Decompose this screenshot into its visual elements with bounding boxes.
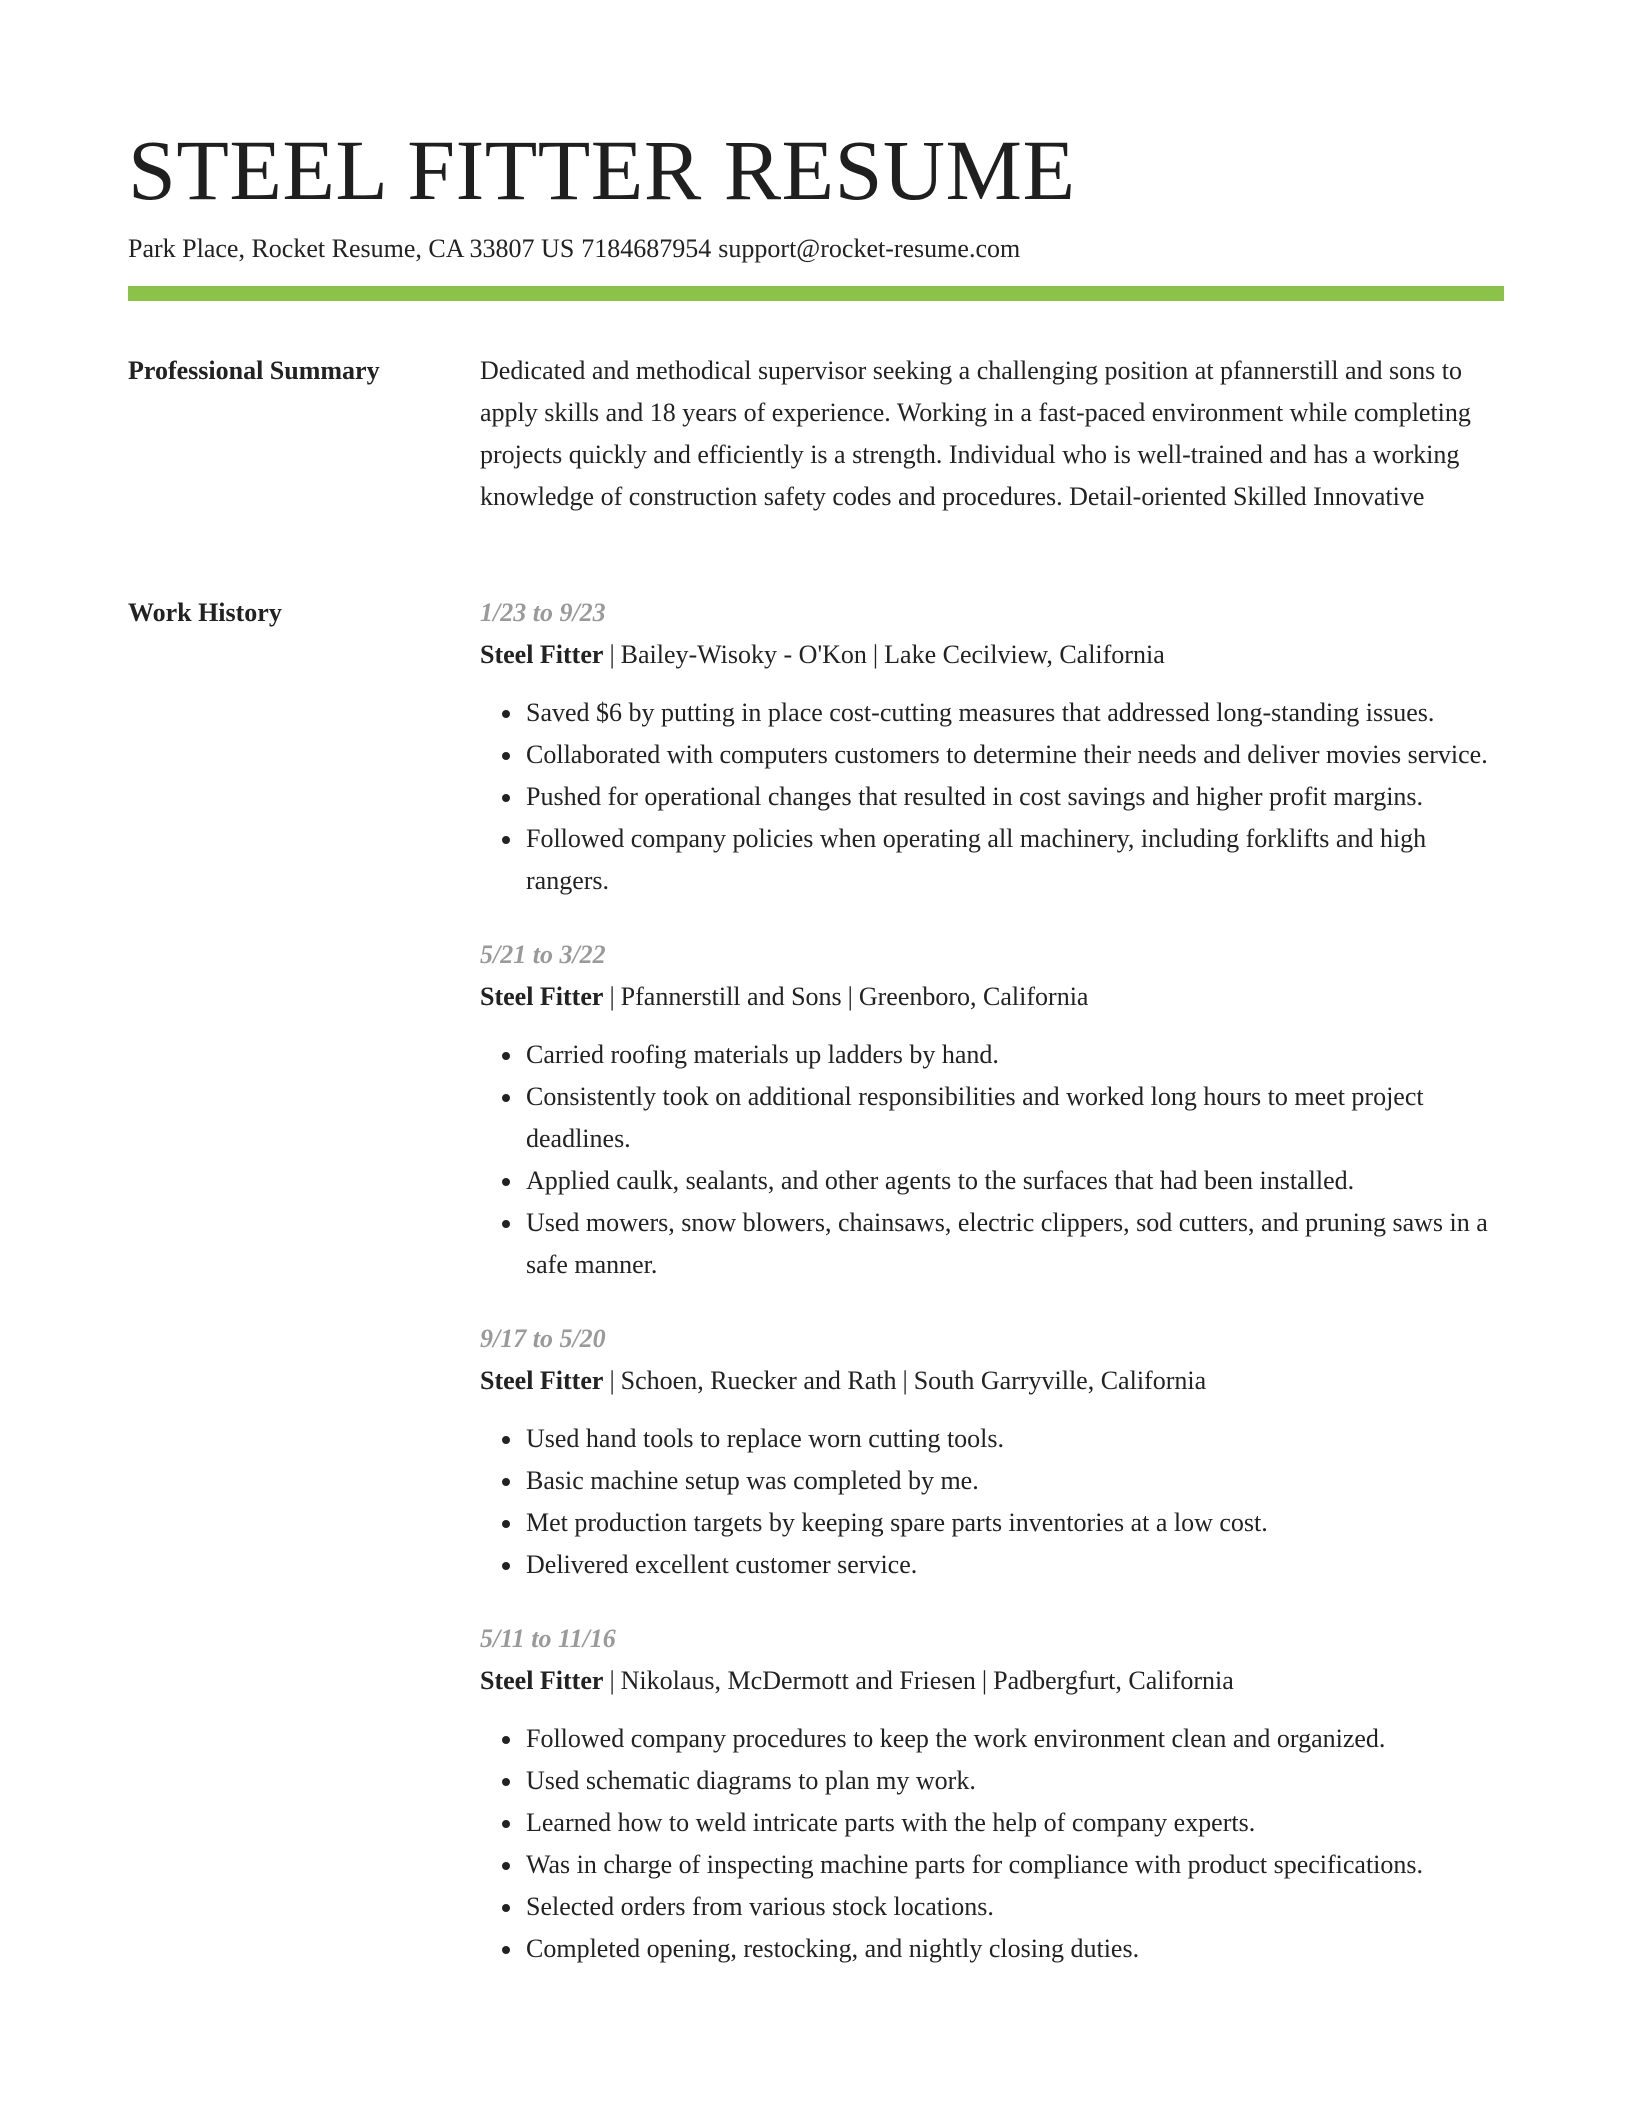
job-company: Nikolaus, McDermott and Friesen bbox=[620, 1666, 976, 1695]
job-dates: 9/17 to 5/20 bbox=[480, 1324, 606, 1353]
resume-title: STEEL FITTER RESUME bbox=[128, 122, 1076, 218]
job-location: Lake Cecilview, California bbox=[884, 640, 1165, 669]
bullet-item: • Basic machine setup was completed by me. bbox=[524, 1460, 1504, 1502]
job-role: Steel Fitter bbox=[480, 982, 604, 1011]
separator: | bbox=[847, 982, 853, 1011]
bullet-item: • Carried roofing materials up ladders by hand. bbox=[524, 1034, 1504, 1076]
bullet-item: • Collaborated with computers customers to determine their needs and deliver movies service. bbox=[524, 734, 1504, 776]
job-entry bbox=[480, 592, 1504, 902]
summary-text: Dedicated and methodical supervisor seeking a challenging position at pfannerstill and sons to apply skills and 18 years of experience. Working in a fast-paced environment while completing projects quickly and efficiently is a strength. Individual who is well-trained and has a working knowledge of construction safety codes and procedures. Detail-oriented Skilled Innovative bbox=[480, 356, 1471, 511]
bullet-item: • Was in charge of inspecting machine parts for compliance with product specifications. bbox=[524, 1844, 1504, 1886]
job-entry bbox=[480, 934, 1504, 1286]
bullet-item: • Followed company policies when operating all machinery, including forklifts and high rangers. bbox=[524, 818, 1504, 902]
job-dates: 5/11 to 11/16 bbox=[480, 1624, 616, 1653]
job-heading bbox=[480, 1360, 1504, 1402]
job-list bbox=[480, 592, 1504, 2002]
job-bullets bbox=[480, 1718, 1504, 1970]
bullet-item: • Learned how to weld intricate parts with the help of company experts. bbox=[524, 1802, 1504, 1844]
job-company: Pfannerstill and Sons bbox=[620, 982, 842, 1011]
job-heading bbox=[480, 976, 1504, 1018]
job-heading bbox=[480, 1660, 1504, 1702]
job-entry bbox=[480, 1618, 1504, 1970]
job-heading bbox=[480, 634, 1504, 676]
header-divider bbox=[128, 286, 1504, 301]
bullet-item: • Followed company procedures to keep the work environment clean and organized. bbox=[524, 1718, 1504, 1760]
job-dates: 1/23 to 9/23 bbox=[480, 598, 606, 627]
bullet-item: • Met production targets by keeping spare parts inventories at a low cost. bbox=[524, 1502, 1504, 1544]
job-company: Bailey-Wisoky - O'Kon bbox=[620, 640, 867, 669]
job-role: Steel Fitter bbox=[480, 640, 604, 669]
separator: | bbox=[609, 982, 615, 1011]
job-company: Schoen, Ruecker and Rath bbox=[620, 1366, 897, 1395]
job-bullets bbox=[480, 1034, 1504, 1286]
contact-phone: 7184687954 bbox=[581, 234, 712, 263]
separator: | bbox=[981, 1666, 988, 1695]
contact-email: support@rocket-resume.com bbox=[718, 234, 1021, 263]
summary-heading: Professional Summary bbox=[128, 356, 380, 385]
job-entry bbox=[480, 1318, 1504, 1586]
work-history-heading: Work History bbox=[128, 598, 282, 627]
separator: | bbox=[872, 640, 879, 669]
bullet-item: • Used schematic diagrams to plan my work. bbox=[524, 1760, 1504, 1802]
job-location: Padbergfurt, California bbox=[993, 1666, 1234, 1695]
job-bullets bbox=[480, 1418, 1504, 1586]
separator: | bbox=[902, 1366, 908, 1395]
contact-line bbox=[128, 232, 1020, 266]
separator: | bbox=[609, 1666, 615, 1695]
job-role: Steel Fitter bbox=[480, 1666, 604, 1695]
bullet-item: • Applied caulk, sealants, and other agents to the surfaces that had been installed. bbox=[524, 1160, 1504, 1202]
bullet-item: • Used mowers, snow blowers, chainsaws, electric clippers, sod cutters, and pruning saws in a safe manner. bbox=[524, 1202, 1504, 1286]
bullet-item: • Completed opening, restocking, and nightly closing duties. bbox=[524, 1928, 1504, 1970]
bullet-item: • Consistently took on additional responsibilities and worked long hours to meet project deadlines. bbox=[524, 1076, 1504, 1160]
job-role: Steel Fitter bbox=[480, 1366, 604, 1395]
bullet-item: • Selected orders from various stock locations. bbox=[524, 1886, 1504, 1928]
job-dates: 5/21 to 3/22 bbox=[480, 940, 606, 969]
separator: | bbox=[609, 640, 615, 669]
bullet-item: • Pushed for operational changes that resulted in cost savings and higher profit margins. bbox=[524, 776, 1504, 818]
bullet-item: • Delivered excellent customer service. bbox=[524, 1544, 1504, 1586]
bullet-item: • Used hand tools to replace worn cutting tools. bbox=[524, 1418, 1504, 1460]
separator: | bbox=[609, 1366, 615, 1395]
contact-address: Park Place, Rocket Resume, CA 33807 US bbox=[128, 234, 575, 263]
bullet-item: • Saved $6 by putting in place cost-cutting measures that addressed long-standing issues. bbox=[524, 692, 1504, 734]
job-location: South Garryville, California bbox=[913, 1366, 1207, 1395]
job-bullets bbox=[480, 692, 1504, 902]
job-location: Greenboro, California bbox=[858, 982, 1089, 1011]
